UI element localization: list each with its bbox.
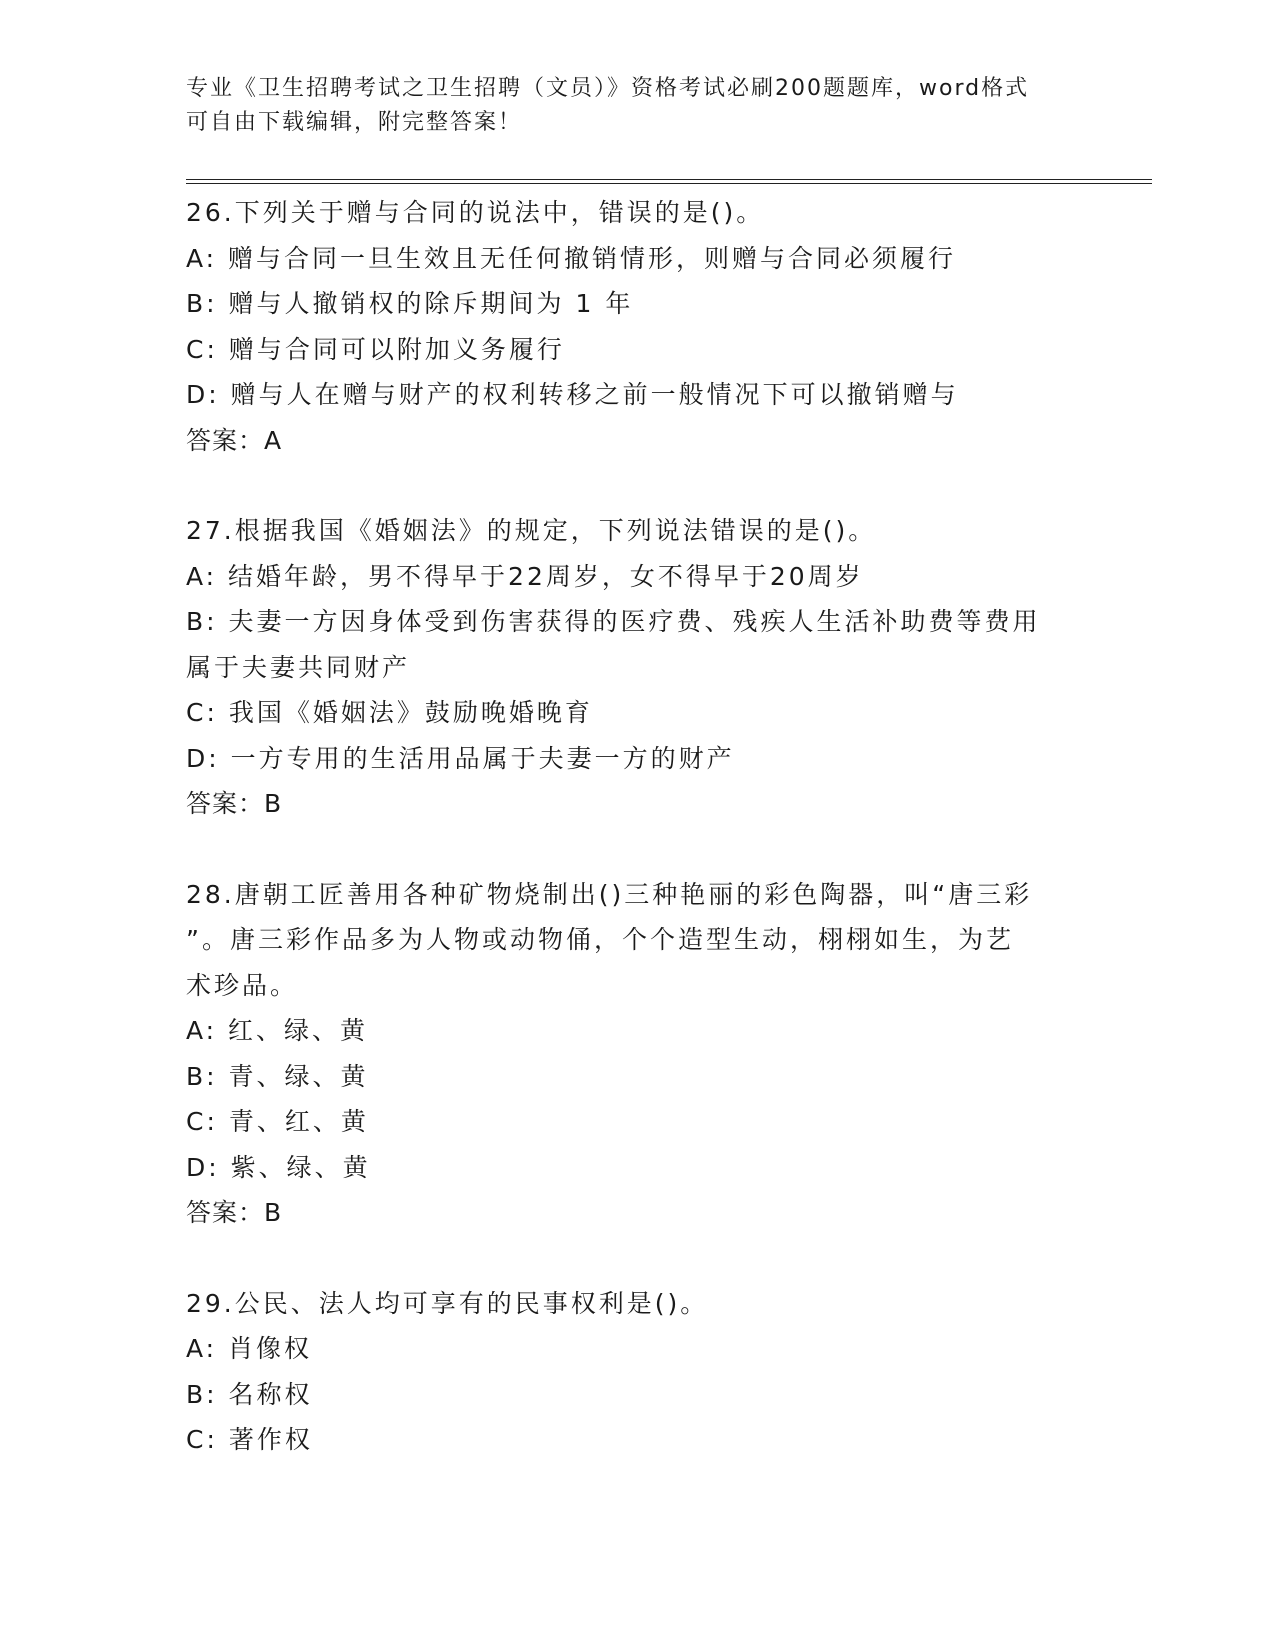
header-line-2: 可自由下载编辑，附完整答案！ [186, 110, 523, 135]
header-divider-top [186, 179, 1152, 180]
question-option: A: 肖像权 [186, 1334, 313, 1363]
question-option: D: 一方专用的生活用品属于夫妻一方的财产 [186, 743, 735, 773]
question-option: 属于夫妻共同财产 [186, 652, 411, 682]
question-option: D: 赠与人在赠与财产的权利转移之前一般情况下可以撤销赠与 [186, 380, 959, 409]
question-block [186, 190, 1086, 463]
question-option: A: 赠与合同一旦生效且无任何撤销情形，则赠与合同必须履行 [186, 243, 957, 273]
question-stem: 29.公民、法人均可享有的民事权利是()。 [186, 1288, 709, 1318]
question-stem: 术珍品。 [186, 970, 299, 1000]
question-block [186, 508, 1086, 827]
question-option: D: 紫、绿、黄 [186, 1152, 371, 1182]
question-option: B: 夫妻一方因身体受到伤害获得的医疗费、残疾人生活补助费等费用 [186, 607, 1041, 636]
question-block [186, 1281, 1086, 1463]
question-list [186, 190, 1086, 1508]
question-stem: ”。唐三彩作品多为人物或动物俑，个个造型生动，栩栩如生，为艺 [186, 925, 1014, 954]
question-stem: 26.下列关于赠与合同的说法中，错误的是()。 [186, 198, 765, 227]
question-block [186, 872, 1086, 1236]
answer-label: 答案：B [186, 1198, 283, 1227]
question-option: C: 赠与合同可以附加义务履行 [186, 334, 565, 364]
question-option: B: 名称权 [186, 1379, 313, 1409]
question-stem: 27.根据我国《婚姻法》的规定，下列说法错误的是()。 [186, 516, 877, 545]
answer-label: 答案：B [186, 789, 283, 818]
question-option: A: 红、绿、黄 [186, 1016, 369, 1045]
document-header [186, 72, 1086, 140]
header-line-1: 专业《卫生招聘考试之卫生招聘（文员）》资格考试必刷200题题库，word格式 [186, 76, 1030, 101]
question-option: C: 青、红、黄 [186, 1107, 369, 1136]
question-stem: 28.唐朝工匠善用各种矿物烧制出()三种艳丽的彩色陶器，叫“唐三彩 [186, 879, 1033, 909]
question-option: B: 青、绿、黄 [186, 1061, 369, 1091]
question-option: C: 我国《婚姻法》鼓励晚婚晚育 [186, 698, 593, 727]
answer-label: 答案：A [186, 425, 283, 455]
header-divider-bottom [186, 183, 1152, 184]
question-option: C: 著作权 [186, 1425, 313, 1454]
question-option: B: 赠与人撤销权的除斥期间为 1 年 [186, 289, 634, 318]
question-option: A: 结婚年龄，男不得早于22周岁，女不得早于20周岁 [186, 561, 864, 591]
